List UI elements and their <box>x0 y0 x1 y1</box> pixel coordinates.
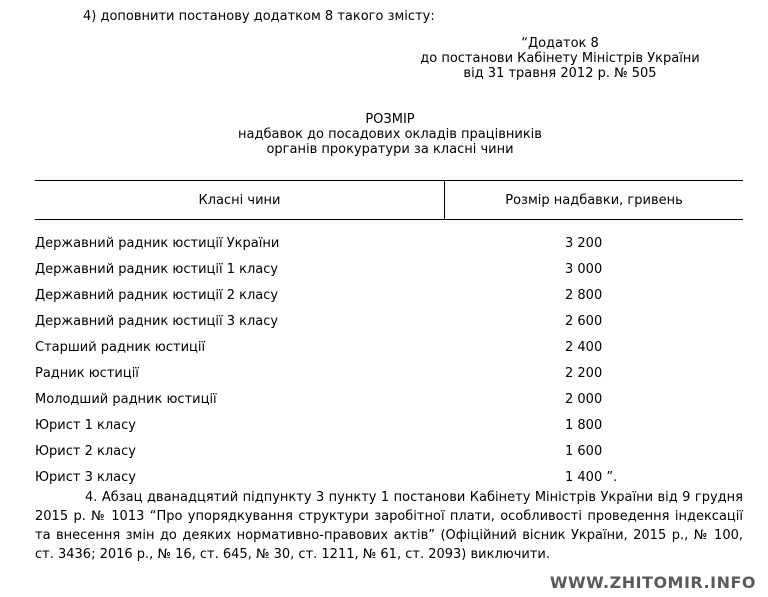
header-amount: Розмір надбавки, гривень <box>505 192 683 208</box>
title-line-3: органів прокуратури за класні чини <box>266 142 514 157</box>
amount-cell: 2 800 <box>565 287 603 303</box>
table-row <box>35 360 743 386</box>
table-row <box>35 386 743 412</box>
amount-cell: 3 000 <box>565 261 603 277</box>
rank-cell: Старший радник юстиції <box>35 339 206 355</box>
amount-cell: 2 200 <box>565 365 603 381</box>
title-line-1: РОЗМІР <box>365 112 415 127</box>
allowance-table <box>35 180 743 490</box>
header-rank: Класні чини <box>35 181 445 219</box>
amount-cell: 2 600 <box>565 313 603 329</box>
amount-cell: 1 600 <box>565 443 603 459</box>
title-line-2: надбавок до посадових окладів працівників <box>238 127 542 142</box>
closing-paragraph: 4. Абзац дванадцятий підпункту 3 пункту 1 постанови Кабінету Міністрів України від 9 грудня 2015 р. № 1013 “Про упорядкування структури заробітної плати, особливості проведення індексації та внесення змін до деяких нормативно-правових актів” (Офіційний вісник України, 2015 р., № 100, ст. 3436; 2016 р., № 16, ст. 645, № 30, ст. 1211, № 61, ст. 2093) виключити. <box>35 490 743 562</box>
rank-cell: Радник юстиції <box>35 365 139 381</box>
rank-cell: Державний радник юстиції 2 класу <box>35 287 279 303</box>
rank-cell: Державний радник юстиції 1 класу <box>35 261 279 277</box>
site-watermark: WWW.ZHITOMIR.INFO <box>549 573 756 592</box>
annex-heading <box>410 36 710 81</box>
rank-cell: Юрист 2 класу <box>35 443 136 459</box>
document-title <box>200 112 580 157</box>
table-body <box>35 230 743 490</box>
amount-cell: 3 200 <box>565 235 603 251</box>
table-row <box>35 230 743 256</box>
rank-cell: Юрист 1 класу <box>35 417 136 433</box>
rank-cell: Молодший радник юстиції <box>35 391 217 407</box>
annex-line-3: від 31 травня 2012 р. № 505 <box>463 66 657 81</box>
rank-cell: Юрист 3 класу <box>35 469 136 485</box>
intro-line: 4) доповнити постанову додатком 8 такого змісту: <box>83 9 435 24</box>
rank-cell: Державний радник юстиції 3 класу <box>35 313 279 329</box>
table-row <box>35 308 743 334</box>
amount-cell: 2 000 <box>565 391 603 407</box>
table-row <box>35 256 743 282</box>
table-header <box>35 180 743 220</box>
table-row <box>35 438 743 464</box>
table-row <box>35 282 743 308</box>
amount-cell: 1 400 ”. <box>565 469 618 485</box>
annex-line-1: “Додаток 8 <box>521 36 599 51</box>
annex-line-2: до постанови Кабінету Міністрів України <box>420 51 700 66</box>
table-row <box>35 334 743 360</box>
rank-cell: Державний радник юстиції України <box>35 235 280 251</box>
amount-cell: 2 400 <box>565 339 603 355</box>
table-row <box>35 464 743 490</box>
amount-cell: 1 800 <box>565 417 603 433</box>
table-row <box>35 412 743 438</box>
